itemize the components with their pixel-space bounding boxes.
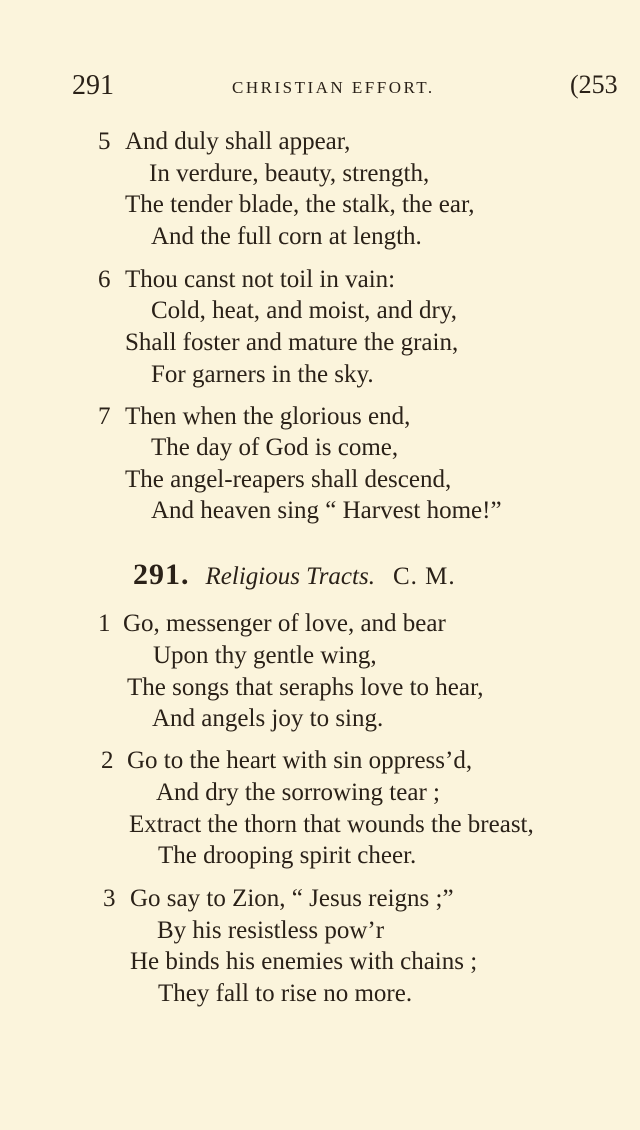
verse-line: Go, messenger of love, and bear bbox=[123, 610, 446, 637]
running-title: CHRISTIAN EFFORT. bbox=[232, 78, 435, 97]
verse-line: And dry the sorrowing tear ; bbox=[156, 779, 440, 806]
hymn-number: 291. bbox=[133, 558, 190, 591]
running-header bbox=[0, 66, 640, 106]
verse-line: For garners in the sky. bbox=[151, 361, 374, 388]
stanza-number: 5 bbox=[98, 128, 111, 155]
verse-line: And heaven sing “ Harvest home!” bbox=[151, 497, 502, 524]
stanza-number: 6 bbox=[98, 266, 111, 293]
verse-line: Go to the heart with sin oppress’d, bbox=[127, 747, 473, 774]
verse-line: The day of God is come, bbox=[151, 434, 399, 461]
verse-line: Go say to Zion, “ Jesus reigns ;” bbox=[130, 885, 454, 912]
verse-line: The tender blade, the stalk, the ear, bbox=[125, 191, 475, 218]
verse-line: And the full corn at length. bbox=[151, 223, 422, 250]
verse-line: The angel-reapers shall descend, bbox=[125, 466, 452, 493]
stanza-number: 7 bbox=[98, 403, 111, 430]
verse-line: The drooping spirit cheer. bbox=[158, 842, 417, 869]
verse-line: Thou canst not toil in vain: bbox=[125, 266, 396, 293]
verse-line: The songs that seraphs love to hear, bbox=[127, 674, 484, 701]
verse-line: And duly shall appear, bbox=[125, 128, 351, 155]
stanza-number: 3 bbox=[103, 885, 116, 912]
verse-line: Upon thy gentle wing, bbox=[153, 642, 377, 669]
verse-line: Shall foster and mature the grain, bbox=[125, 329, 459, 356]
hymn-meter: C. M. bbox=[392, 563, 456, 590]
verse-line: Extract the thorn that wounds the breast, bbox=[129, 811, 534, 838]
verse-line: He binds his enemies with chains ; bbox=[130, 948, 478, 975]
hymn-heading bbox=[133, 558, 456, 598]
verse-line: And angels joy to sing. bbox=[152, 705, 384, 732]
hymn-number-header: 291 bbox=[72, 70, 114, 101]
verse-line: Cold, heat, and moist, and dry, bbox=[151, 297, 457, 324]
page-number: (253 bbox=[570, 70, 618, 99]
stanza-number: 2 bbox=[101, 747, 114, 774]
verse-line: By his resistless pow’r bbox=[157, 917, 385, 944]
verse-line: Then when the glorious end, bbox=[125, 403, 411, 430]
stanza-number: 1 bbox=[98, 610, 111, 637]
hymn-title: Religious Tracts. bbox=[205, 563, 375, 590]
verse-line: In verdure, beauty, strength, bbox=[149, 160, 430, 187]
verse-line: They fall to rise no more. bbox=[158, 980, 413, 1007]
